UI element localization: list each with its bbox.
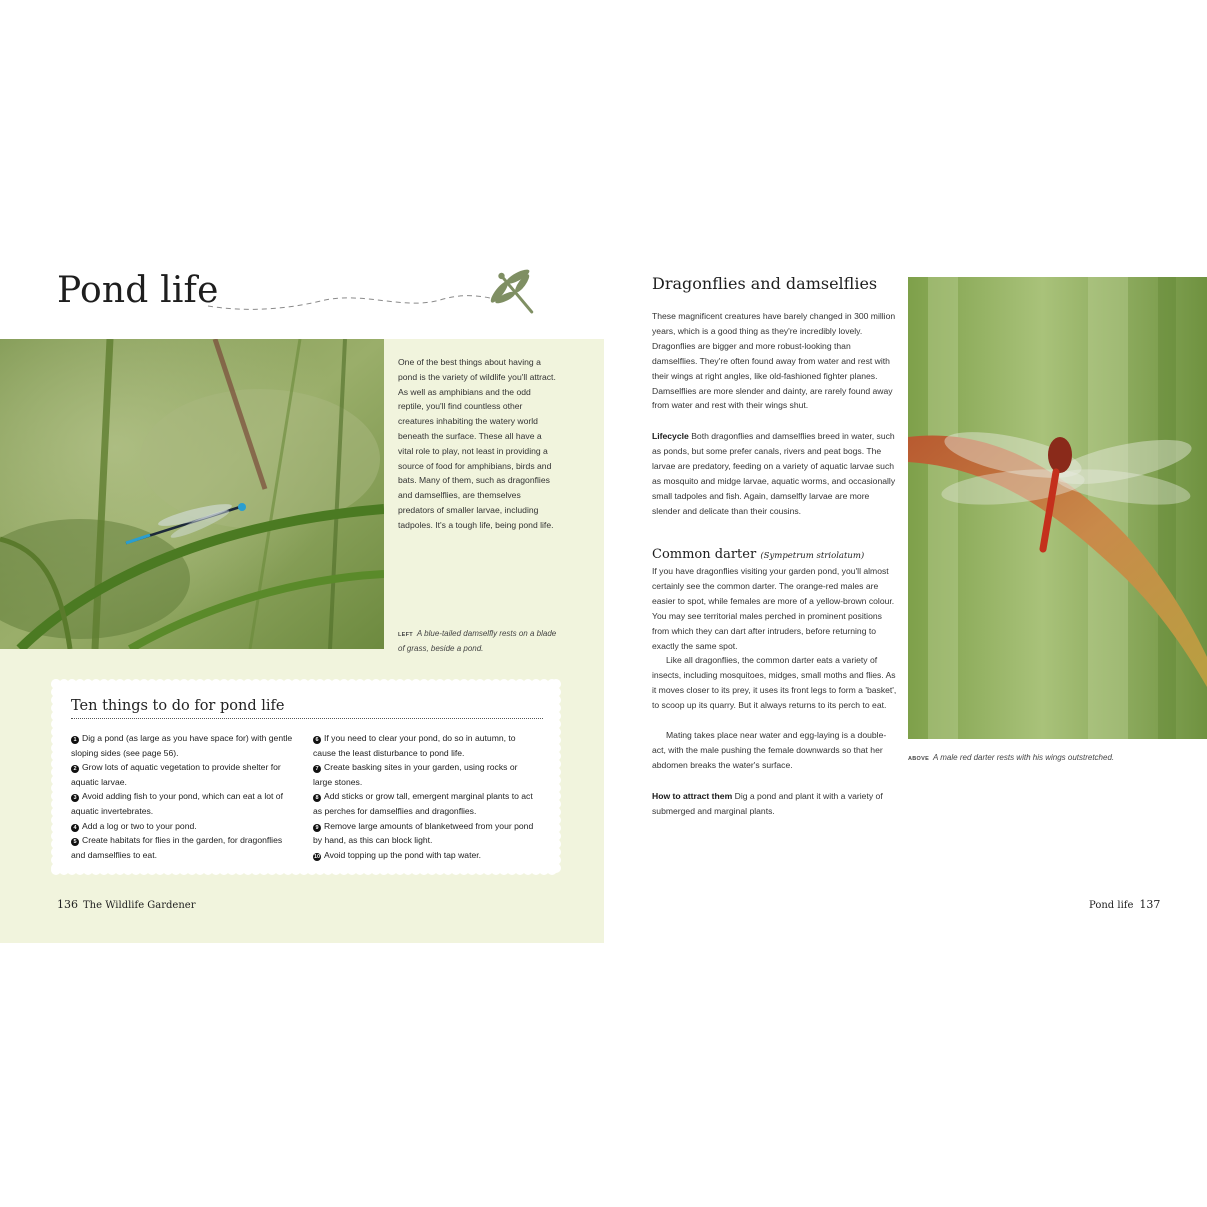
section-heading-common-darter [652,547,864,562]
tip-item [313,789,538,818]
damselfly-photo [0,339,384,649]
tip-item [71,731,296,760]
tip-item [71,819,296,834]
dragonflies-paragraph: These magnificent creatures have barely changed in 300 million years, which is a good thing as they're incredibly lovely. Dragonflies are bigger and more robust-looking than damselflies. They're often found away from water and rest with their wings at right angles, like old-fashioned fighter planes. Damselflies are more slender and dainty, are rarely found away from water and rest with their wings shut. [652,311,896,411]
darter-paragraph-3: Mating takes place near water and egg-laying is a double-act, with the male pushing the female downwards so that her abdomen breaks the water's surface. [652,730,887,770]
book-title: The Wildlife Gardener [83,900,196,911]
tip-item [313,848,538,863]
attract-text: Dig a pond and plant it with a variety of submerged and marginal plants. [652,791,883,816]
tip-item [71,833,296,862]
tip-text: Create basking sites in your garden, using rocks or large stones. [313,762,518,787]
caption-text: A blue-tailed damselfly rests on a blade of grass, beside a pond. [398,629,557,653]
tip-number-badge: 8 [313,794,321,802]
caption-label: ABOVE [908,756,930,762]
tip-number-badge: 4 [71,824,79,832]
tip-item [71,760,296,789]
section-title: Pond life [1089,900,1134,911]
dragonfly-flight-path [205,262,550,324]
tips-column-right [313,731,538,862]
tips-title: Ten things to do for pond life [71,698,285,714]
tip-number-badge: 6 [313,736,321,744]
tip-text: Create habitats for flies in the garden, for dragonflies and damselflies to eat. [71,835,283,860]
attract-label: How to attract them [652,791,733,801]
lifecycle-label: Lifecycle [652,431,689,441]
tip-text: Add sticks or grow tall, emergent marginal plants to act as perches for damselflies and dragonflies. [313,791,533,816]
page-number: 137 [1139,898,1161,911]
tip-number-badge: 5 [71,838,79,846]
tip-text: Grow lots of aquatic vegetation to provide shelter for aquatic larvae. [71,762,281,787]
tip-number-badge: 9 [313,824,321,832]
darter-heading-text: Common darter [652,547,757,562]
attract-paragraph [652,789,897,819]
tip-item [71,789,296,818]
right-photo-caption [908,751,1207,766]
tip-text: If you need to clear your pond, do so in autumn, to cause the least disturbance to pond life. [313,733,516,758]
tip-number-badge: 7 [313,765,321,773]
tip-text: Avoid adding fish to your pond, which can eat a lot of aquatic invertebrates. [71,791,283,816]
intro-paragraph: One of the best things about having a pond is the variety of wildlife you'll attract. As well as amphibians and the odd reptile, you'll find countless other creatures inhabiting the watery world beneath the surface. These all have a vital role to play, not least in providing a source of food for amphibians, birds and bats. Many of them, such as dragonflies and damselflies, are themselves predators of smaller larvae, including tadpoles. It's a tough life, being pond life. [398,357,556,530]
caption-text: A male red darter rests with his wings outstretched. [933,753,1115,762]
page-number: 136 [57,898,78,911]
left-photo-caption [398,627,563,655]
tip-number-badge: 3 [71,794,79,802]
folio-right [1089,898,1160,911]
page-title: Pond life [57,270,219,311]
tip-number-badge: 1 [71,736,79,744]
lifecycle-paragraph [652,429,897,518]
section-heading-dragonflies: Dragonflies and damselflies [652,274,878,293]
tip-item [313,731,538,760]
darter-latin-name: (Sympetrum striolatum) [760,551,865,561]
tips-title-rule [71,718,543,719]
tip-item [313,819,538,848]
darter-paragraph-2: Like all dragonflies, the common darter eats a variety of insects, including mosquitoes, midges, small moths and flies. As it moves closer to its prey, it uses its front legs to form a 'basket', to scoop up its quarry. But it always returns to its perch to eat. [652,655,897,710]
dragonfly-icon [480,262,550,324]
tip-item [313,760,538,789]
tip-text: Add a log or two to your pond. [82,820,197,831]
darter-paragraph-1: If you have dragonflies visiting your garden pond, you'll almost certainly see the common darter. The orange-red males are easier to spot, while females are more of a yellow-brown colour. You may see territorial males perched in prominent positions from which they can dart after intruders, before returning to exactly the same spot. [652,566,895,651]
caption-label: LEFT [398,632,413,638]
tip-text: Remove large amounts of blanketweed from your pond by hand, as this can block light. [313,820,534,846]
lifecycle-text: Both dragonflies and damselflies breed in water, such as ponds, but some prefer canals, rivers and peat bogs. The larvae are predatory, feeding on a variety of aquatic larvae such as mosquito and midge larvae, aquatic worms, and occasionally small tadpoles and fish. Again, damselfly larvae are more slender and delicate than their cousins. [652,431,896,516]
red-darter-photo [908,277,1207,739]
tip-text: Dig a pond (as large as you have space for) with gentle sloping sides (see page 56). [71,733,293,758]
tips-column-left [71,731,296,862]
tip-number-badge: 10 [313,853,321,860]
folio-left [57,898,196,911]
tip-number-badge: 2 [71,765,79,773]
tip-text: Avoid topping up the pond with tap water. [324,849,482,860]
